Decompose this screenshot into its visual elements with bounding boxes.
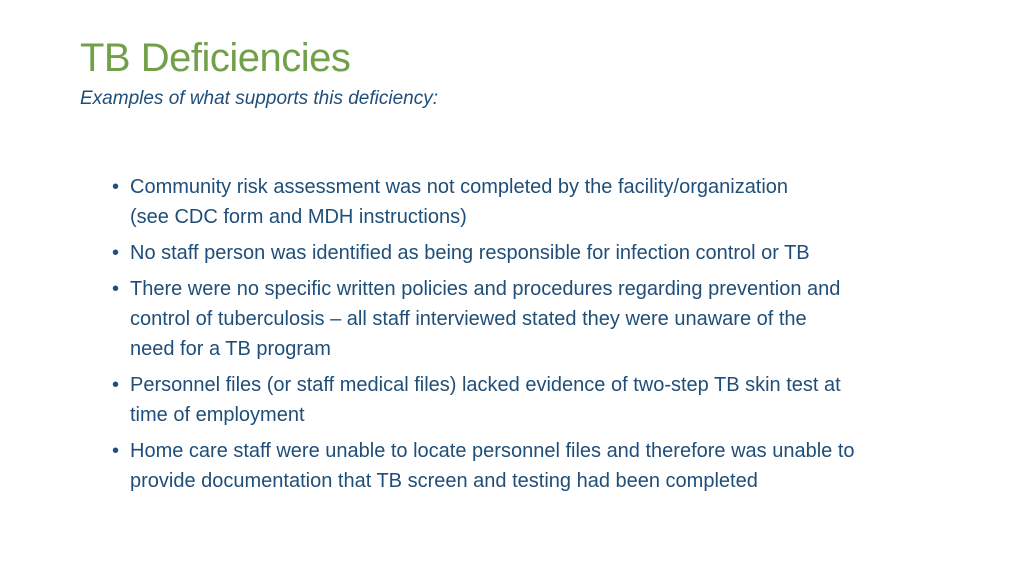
bullet-marker: • xyxy=(112,242,120,264)
slide-title: TB Deficiencies xyxy=(80,36,351,80)
bullet-text-line: need for a TB program xyxy=(130,338,331,360)
bullet-marker: • xyxy=(112,374,120,396)
bullet-text-line: (see CDC form and MDH instructions) xyxy=(130,206,467,228)
bullet-marker: • xyxy=(112,440,120,462)
bullet-text-line: provide documentation that TB screen and testing had been completed xyxy=(130,470,758,492)
bullet-item xyxy=(112,436,992,496)
bullet-marker: • xyxy=(112,278,120,300)
bullet-text-line: time of employment xyxy=(130,404,305,426)
bullet-text-line: There were no specific written policies and procedures regarding prevention and xyxy=(130,278,841,300)
bullet-list xyxy=(112,172,992,502)
bullet-text-line: control of tuberculosis – all staff interviewed stated they were unaware of the xyxy=(130,308,807,330)
bullet-item xyxy=(112,172,992,232)
bullet-item xyxy=(112,238,992,268)
bullet-text-line: Community risk assessment was not completed by the facility/organization xyxy=(130,176,789,198)
bullet-text-line: No staff person was identified as being responsible for infection control or TB xyxy=(130,242,810,264)
bullet-text-line: Home care staff were unable to locate personnel files and therefore was unable to xyxy=(130,440,855,462)
bullet-item xyxy=(112,274,992,364)
bullet-text-line: Personnel files (or staff medical files) lacked evidence of two-step TB skin test at xyxy=(130,374,841,396)
bullet-item xyxy=(112,370,992,430)
bullet-marker: • xyxy=(112,176,120,198)
slide-subtitle: Examples of what supports this deficiency: xyxy=(80,88,439,109)
